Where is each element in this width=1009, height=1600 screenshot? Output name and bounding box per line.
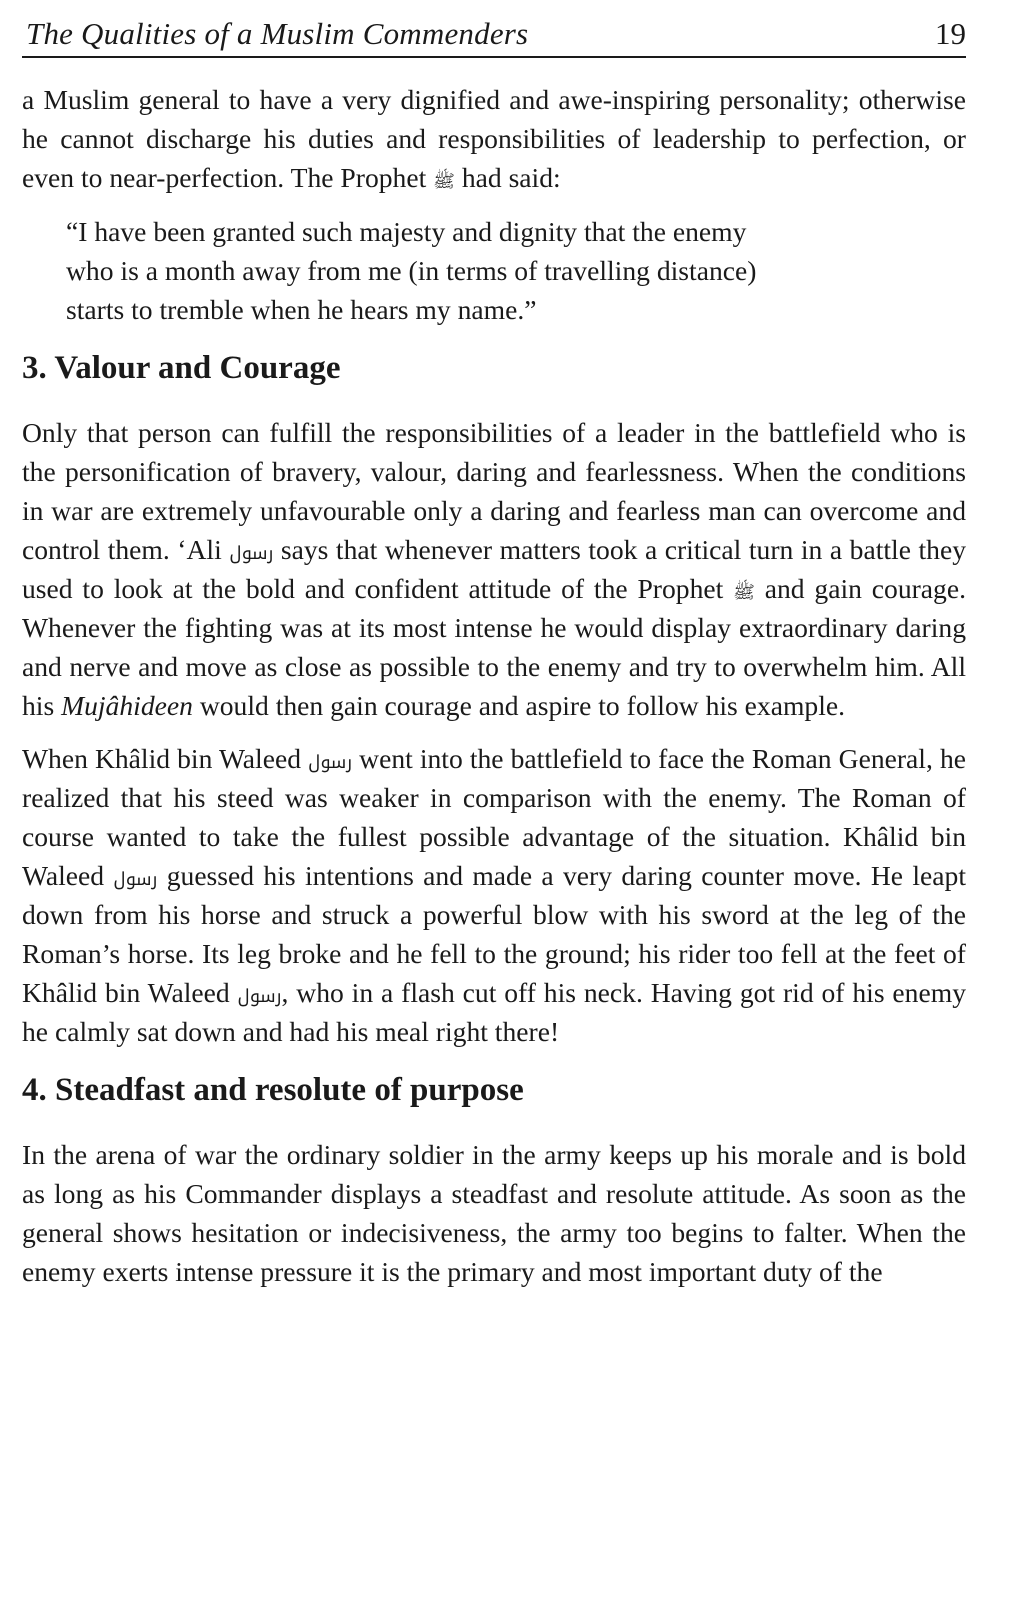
quote-line-3: starts to tremble when he hears my name.” [66, 294, 537, 325]
page-number: 19 [935, 16, 966, 51]
valour-p2-part-a: When Khâlid bin Waleed [22, 743, 301, 774]
body-text [22, 80, 966, 1291]
companion-honorific-icon: ﷶ [237, 985, 282, 1006]
mujahideen-term: Mujâhideen [61, 690, 193, 721]
valour-p1-part-d: would then gain courage and aspire to follow his example. [199, 690, 846, 721]
quote-line-2: who is a month away from me (in terms of travelling distance) [66, 255, 757, 286]
hadith-quote [22, 212, 918, 329]
intro-line-1: a Muslim general to have a very dignified and awe-inspiring [22, 84, 711, 115]
section-heading-valour: 3. Valour and Courage [22, 350, 341, 386]
valour-paragraph-1 [22, 413, 966, 725]
intro-line-3: responsibilities of leadership to perfection, or even to near-perfection. [22, 123, 966, 193]
prophet-honorific-icon: ﷺ [433, 170, 455, 191]
intro-paragraph [22, 80, 966, 197]
running-header [22, 12, 966, 58]
section-heading-steadfast: 4. Steadfast and resolute of purpose [22, 1072, 524, 1108]
companion-honorific-icon: ﷶ [113, 868, 158, 889]
companion-honorific-icon: ﷶ [308, 751, 353, 772]
prophet-honorific-icon: ﷺ [733, 581, 755, 602]
steadfast-paragraph-1: In the arena of war the ordinary soldier in the army keeps up his morale and is bold as long as his Commander displays a steadfast and resolute attitude. As soon as the general shows hesitation or indecisiveness, the army too begins to falter. When the enemy exerts intense pressure it is the primary and most important duty of the [22, 1139, 966, 1287]
valour-p2-part-b: went into the battlefield to face the Roman General, he realized that his steed was weaker in comparison with the enemy. The Roman of course wanted to take the fullest possible advantage of the situation. Khâlid bin Waleed [22, 743, 966, 891]
valour-p2-part-d: , who in a flash cut off his neck. Having got rid of his enemy he calmly sat down and had his meal right there! [22, 977, 966, 1047]
valour-p2-part-c: guessed his intentions and made a very daring counter move. He leapt down from his horse and struck a powerful blow with his sword at the leg of the Roman’s horse. Its leg broke and he fell to the ground; his rider too fell at the feet of Khâlid bin Waleed [22, 860, 966, 1008]
header-title: The Qualities of a Muslim Commenders [26, 16, 529, 51]
intro-line-2: personality; otherwise he cannot discharge his duties and [22, 84, 966, 154]
valour-p1-part-c: and gain courage. Whenever the fighting was at its most intense he would display extraordinary daring and nerve and move as close as possible to the enemy and try to overwhelm him. All his [22, 573, 966, 721]
valour-paragraph-2 [22, 739, 966, 1051]
companion-honorific-icon: ﷶ [229, 542, 274, 563]
valour-p1-part-a: Only that person can fulfill the responsibilities of a leader in the battlefield who is the personification of bravery, valour, daring and fearlessness. When the conditions in war are extremely unfavourable only a daring and fearless man can overcome and control them. ‘Ali [22, 417, 966, 565]
quote-line-1: “I have been granted such majesty and dignity that the enemy [66, 216, 747, 247]
intro-line-4a: The Prophet [290, 162, 427, 193]
intro-line-4b: had said: [461, 162, 561, 193]
valour-p1-part-b: says that whenever matters took a critical turn in a battle they used to look at the bold and confident attitude of the Prophet [22, 534, 966, 604]
